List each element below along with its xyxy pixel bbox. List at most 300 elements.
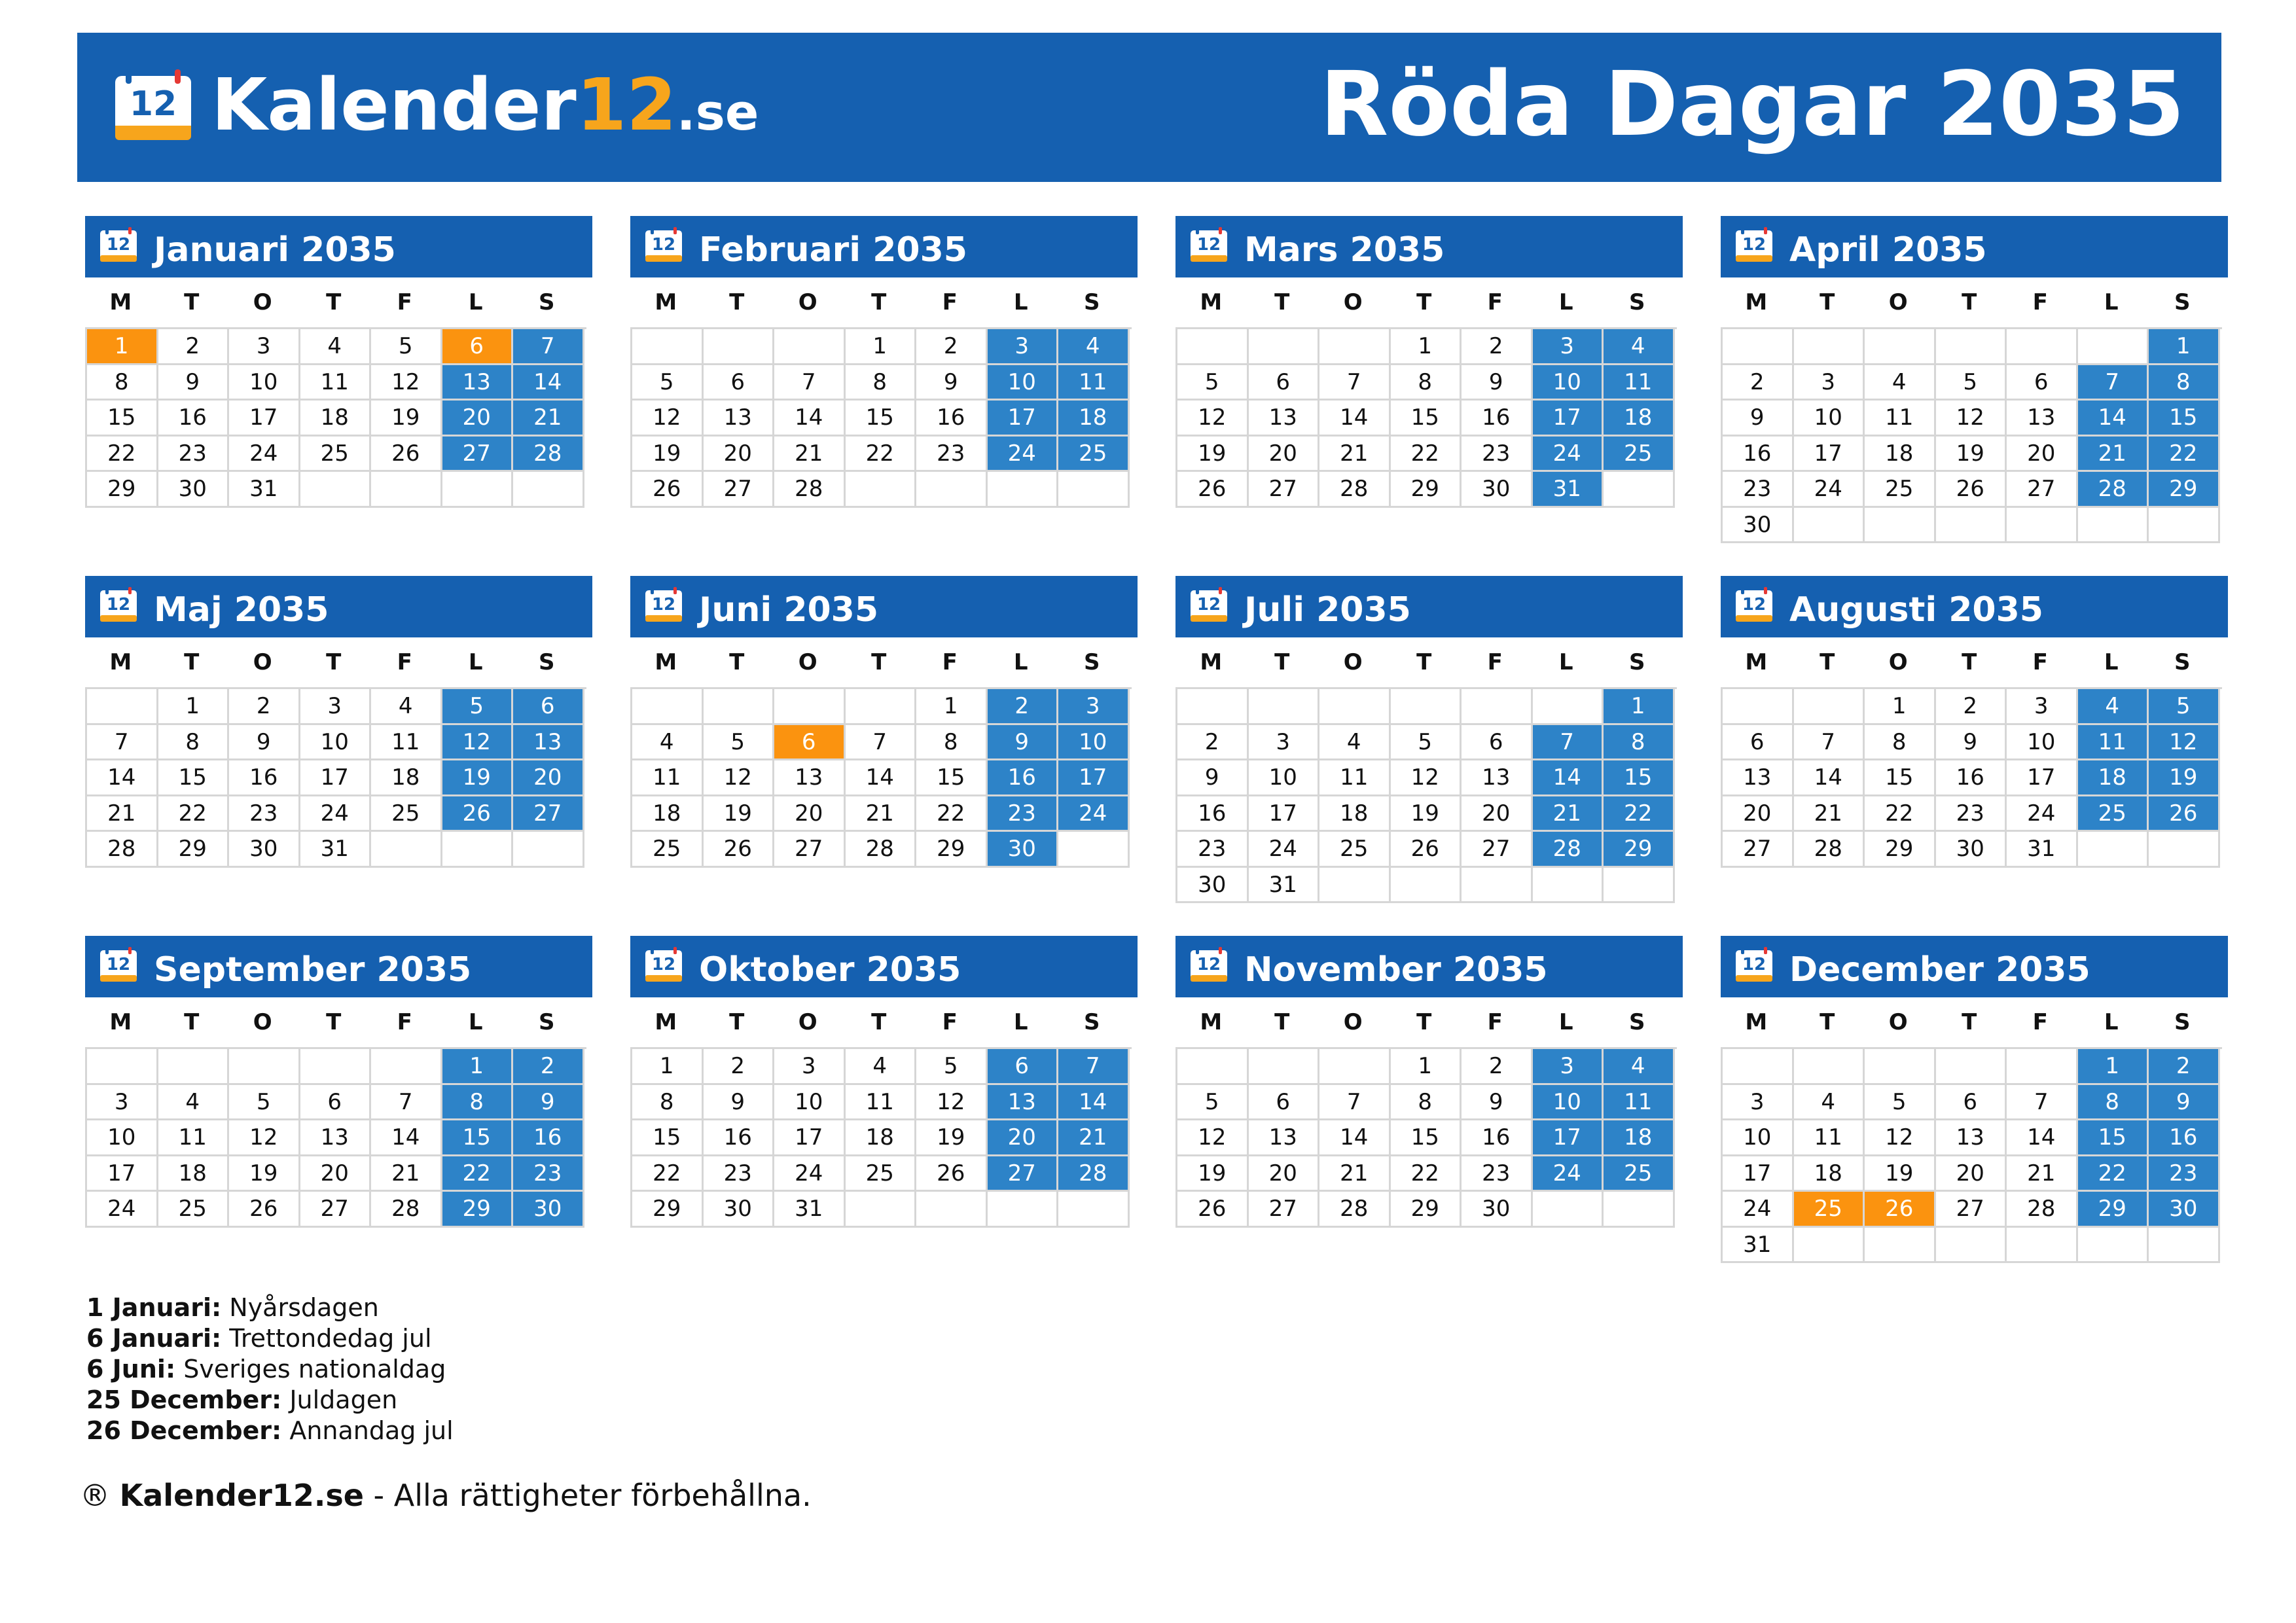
day-cell[interactable]: 23 [1936,796,2007,832]
day-cell[interactable]: 3 [1794,365,1865,401]
day-cell[interactable]: 7 [87,725,158,761]
weekend-day-cell[interactable]: 8 [2149,365,2220,401]
day-cell[interactable]: 18 [632,796,704,832]
day-cell[interactable]: 11 [158,1120,230,1156]
day-cell[interactable]: 23 [229,796,300,832]
day-cell[interactable]: 12 [229,1120,300,1156]
day-cell[interactable]: 28 [87,832,158,868]
day-cell[interactable]: 24 [1794,472,1865,508]
day-cell[interactable]: 1 [1391,329,1462,365]
day-cell[interactable]: 19 [1177,437,1249,473]
day-cell[interactable]: 5 [1936,365,2007,401]
day-cell[interactable]: 19 [1865,1156,1936,1192]
weekend-day-cell[interactable]: 20 [513,760,584,796]
day-cell[interactable]: 14 [774,401,846,437]
day-cell[interactable]: 9 [229,725,300,761]
weekend-day-cell[interactable]: 11 [2078,725,2149,761]
day-cell[interactable]: 28 [1319,1192,1391,1228]
day-cell[interactable]: 23 [1723,472,1794,508]
day-cell[interactable]: 5 [1865,1085,1936,1121]
day-cell[interactable]: 21 [846,796,917,832]
weekend-day-cell[interactable]: 21 [1058,1120,1130,1156]
day-cell[interactable]: 1 [1865,689,1936,725]
weekend-day-cell[interactable]: 17 [1533,1120,1604,1156]
day-cell[interactable]: 17 [1723,1156,1794,1192]
day-cell[interactable]: 30 [1177,868,1249,904]
day-cell[interactable]: 20 [2007,437,2078,473]
weekend-day-cell[interactable]: 14 [1058,1085,1130,1121]
day-cell[interactable]: 16 [158,401,230,437]
day-cell[interactable]: 3 [87,1085,158,1121]
day-cell[interactable]: 9 [1936,725,2007,761]
day-cell[interactable]: 17 [774,1120,846,1156]
day-cell[interactable]: 2 [704,1049,775,1085]
weekend-day-cell[interactable]: 21 [1533,796,1604,832]
day-cell[interactable]: 4 [846,1049,917,1085]
day-cell[interactable]: 26 [632,472,704,508]
weekend-day-cell[interactable]: 4 [1604,1049,1675,1085]
weekend-day-cell[interactable]: 18 [2078,760,2149,796]
day-cell[interactable]: 31 [2007,832,2078,868]
day-cell[interactable]: 26 [371,437,442,473]
weekend-day-cell[interactable]: 1 [2078,1049,2149,1085]
weekend-day-cell[interactable]: 28 [513,437,584,473]
day-cell[interactable]: 30 [1462,1192,1533,1228]
day-cell[interactable]: 2 [916,329,988,365]
weekend-day-cell[interactable]: 21 [513,401,584,437]
day-cell[interactable]: 26 [1177,1192,1249,1228]
day-cell[interactable]: 18 [1319,796,1391,832]
weekend-day-cell[interactable]: 13 [513,725,584,761]
day-cell[interactable]: 6 [1723,725,1794,761]
day-cell[interactable]: 9 [1462,1085,1533,1121]
weekend-day-cell[interactable]: 10 [1533,365,1604,401]
day-cell[interactable]: 27 [2007,472,2078,508]
weekend-day-cell[interactable]: 16 [988,760,1059,796]
weekend-day-cell[interactable]: 20 [442,401,514,437]
day-cell[interactable]: 18 [371,760,442,796]
day-cell[interactable]: 24 [1723,1192,1794,1228]
day-cell[interactable]: 29 [1391,472,1462,508]
weekend-day-cell[interactable]: 13 [988,1085,1059,1121]
day-cell[interactable]: 13 [300,1120,372,1156]
day-cell[interactable]: 4 [632,725,704,761]
day-cell[interactable]: 10 [1794,401,1865,437]
day-cell[interactable]: 29 [1865,832,1936,868]
weekend-day-cell[interactable]: 25 [1604,437,1675,473]
day-cell[interactable]: 4 [1865,365,1936,401]
day-cell[interactable]: 10 [300,725,372,761]
weekend-day-cell[interactable]: 7 [1533,725,1604,761]
day-cell[interactable]: 26 [704,832,775,868]
weekend-day-cell[interactable]: 8 [442,1085,514,1121]
weekend-day-cell[interactable]: 26 [442,796,514,832]
day-cell[interactable]: 31 [300,832,372,868]
day-cell[interactable]: 31 [774,1192,846,1228]
day-cell[interactable]: 5 [1177,365,1249,401]
day-cell[interactable]: 11 [846,1085,917,1121]
day-cell[interactable]: 22 [1391,1156,1462,1192]
day-cell[interactable]: 8 [846,365,917,401]
weekend-day-cell[interactable]: 3 [1058,689,1130,725]
weekend-day-cell[interactable]: 27 [513,796,584,832]
day-cell[interactable]: 24 [300,796,372,832]
day-cell[interactable]: 12 [1177,1120,1249,1156]
weekend-day-cell[interactable]: 28 [1058,1156,1130,1192]
day-cell[interactable]: 15 [87,401,158,437]
weekend-day-cell[interactable]: 11 [1604,365,1675,401]
day-cell[interactable]: 25 [371,796,442,832]
day-cell[interactable]: 27 [1249,472,1320,508]
day-cell[interactable]: 12 [1936,401,2007,437]
day-cell[interactable]: 16 [1462,401,1533,437]
weekend-day-cell[interactable]: 15 [442,1120,514,1156]
weekend-day-cell[interactable]: 29 [2149,472,2220,508]
weekend-day-cell[interactable]: 31 [1533,472,1604,508]
day-cell[interactable]: 21 [1319,437,1391,473]
day-cell[interactable]: 27 [300,1192,372,1228]
day-cell[interactable]: 29 [1391,1192,1462,1228]
weekend-day-cell[interactable]: 14 [1533,760,1604,796]
day-cell[interactable]: 28 [1794,832,1865,868]
day-cell[interactable]: 17 [300,760,372,796]
day-cell[interactable]: 19 [229,1156,300,1192]
day-cell[interactable]: 14 [371,1120,442,1156]
day-cell[interactable]: 19 [371,401,442,437]
day-cell[interactable]: 6 [704,365,775,401]
day-cell[interactable]: 3 [1723,1085,1794,1121]
weekend-day-cell[interactable]: 5 [442,689,514,725]
day-cell[interactable]: 31 [229,472,300,508]
day-cell[interactable]: 10 [87,1120,158,1156]
day-cell[interactable]: 16 [1936,760,2007,796]
day-cell[interactable]: 29 [87,472,158,508]
day-cell[interactable]: 10 [1723,1120,1794,1156]
day-cell[interactable]: 18 [158,1156,230,1192]
weekend-day-cell[interactable]: 22 [2149,437,2220,473]
weekend-day-cell[interactable]: 15 [1604,760,1675,796]
weekend-day-cell[interactable]: 3 [988,329,1059,365]
weekend-day-cell[interactable]: 3 [1533,1049,1604,1085]
day-cell[interactable]: 22 [87,437,158,473]
day-cell[interactable]: 3 [1249,725,1320,761]
weekend-day-cell[interactable]: 24 [988,437,1059,473]
day-cell[interactable]: 4 [158,1085,230,1121]
weekend-day-cell[interactable]: 21 [2078,437,2149,473]
weekend-day-cell[interactable]: 29 [442,1192,514,1228]
day-cell[interactable]: 2 [1936,689,2007,725]
weekend-day-cell[interactable]: 28 [1533,832,1604,868]
day-cell[interactable]: 9 [1177,760,1249,796]
day-cell[interactable]: 1 [846,329,917,365]
day-cell[interactable]: 5 [632,365,704,401]
weekend-day-cell[interactable]: 30 [2149,1192,2220,1228]
day-cell[interactable]: 25 [300,437,372,473]
holiday-day-cell[interactable]: 26 [1865,1192,1936,1228]
day-cell[interactable]: 25 [632,832,704,868]
day-cell[interactable]: 28 [1319,472,1391,508]
weekend-day-cell[interactable]: 10 [1533,1085,1604,1121]
day-cell[interactable]: 2 [158,329,230,365]
day-cell[interactable]: 22 [1865,796,1936,832]
day-cell[interactable]: 30 [1936,832,2007,868]
weekend-day-cell[interactable]: 14 [513,365,584,401]
weekend-day-cell[interactable]: 19 [2149,760,2220,796]
day-cell[interactable]: 12 [371,365,442,401]
day-cell[interactable]: 13 [1249,401,1320,437]
day-cell[interactable]: 21 [2007,1156,2078,1192]
day-cell[interactable]: 1 [158,689,230,725]
day-cell[interactable]: 25 [1319,832,1391,868]
weekend-day-cell[interactable]: 4 [1058,329,1130,365]
day-cell[interactable]: 14 [1319,401,1391,437]
day-cell[interactable]: 4 [371,689,442,725]
day-cell[interactable]: 22 [1391,437,1462,473]
weekend-day-cell[interactable]: 20 [988,1120,1059,1156]
weekend-day-cell[interactable]: 24 [1533,1156,1604,1192]
day-cell[interactable]: 7 [774,365,846,401]
day-cell[interactable]: 15 [1391,1120,1462,1156]
day-cell[interactable]: 20 [1936,1156,2007,1192]
day-cell[interactable]: 31 [1723,1228,1794,1264]
day-cell[interactable]: 5 [1391,725,1462,761]
day-cell[interactable]: 23 [1462,1156,1533,1192]
weekend-day-cell[interactable]: 7 [513,329,584,365]
day-cell[interactable]: 20 [300,1156,372,1192]
weekend-day-cell[interactable]: 23 [2149,1156,2220,1192]
day-cell[interactable]: 22 [846,437,917,473]
holiday-day-cell[interactable]: 6 [774,725,846,761]
day-cell[interactable]: 6 [1249,365,1320,401]
day-cell[interactable]: 10 [2007,725,2078,761]
weekend-day-cell[interactable]: 2 [2149,1049,2220,1085]
day-cell[interactable]: 14 [1319,1120,1391,1156]
weekend-day-cell[interactable]: 8 [2078,1085,2149,1121]
day-cell[interactable]: 26 [1391,832,1462,868]
day-cell[interactable]: 6 [1249,1085,1320,1121]
day-cell[interactable]: 26 [916,1156,988,1192]
weekend-day-cell[interactable]: 9 [513,1085,584,1121]
day-cell[interactable]: 5 [229,1085,300,1121]
weekend-day-cell[interactable]: 17 [1533,401,1604,437]
day-cell[interactable]: 30 [1462,472,1533,508]
day-cell[interactable]: 20 [1249,1156,1320,1192]
day-cell[interactable]: 13 [1723,760,1794,796]
day-cell[interactable]: 8 [1391,365,1462,401]
day-cell[interactable]: 14 [2007,1120,2078,1156]
day-cell[interactable]: 18 [846,1120,917,1156]
day-cell[interactable]: 21 [1319,1156,1391,1192]
weekend-day-cell[interactable]: 18 [1604,401,1675,437]
day-cell[interactable]: 6 [300,1085,372,1121]
weekend-day-cell[interactable]: 22 [442,1156,514,1192]
day-cell[interactable]: 11 [371,725,442,761]
day-cell[interactable]: 3 [229,329,300,365]
day-cell[interactable]: 2 [1462,329,1533,365]
weekend-day-cell[interactable]: 16 [513,1120,584,1156]
weekend-day-cell[interactable]: 18 [1604,1120,1675,1156]
day-cell[interactable]: 4 [1794,1085,1865,1121]
weekend-day-cell[interactable]: 30 [513,1192,584,1228]
weekend-day-cell[interactable]: 1 [442,1049,514,1085]
weekend-day-cell[interactable]: 25 [1058,437,1130,473]
day-cell[interactable]: 1 [916,689,988,725]
weekend-day-cell[interactable]: 4 [1604,329,1675,365]
day-cell[interactable]: 9 [704,1085,775,1121]
day-cell[interactable]: 15 [632,1120,704,1156]
day-cell[interactable]: 7 [846,725,917,761]
day-cell[interactable]: 31 [1249,868,1320,904]
day-cell[interactable]: 16 [1723,437,1794,473]
day-cell[interactable]: 24 [229,437,300,473]
day-cell[interactable]: 11 [632,760,704,796]
day-cell[interactable]: 16 [916,401,988,437]
day-cell[interactable]: 19 [704,796,775,832]
weekend-day-cell[interactable]: 12 [2149,725,2220,761]
weekend-day-cell[interactable]: 23 [988,796,1059,832]
weekend-day-cell[interactable]: 3 [1533,329,1604,365]
day-cell[interactable]: 13 [704,401,775,437]
day-cell[interactable]: 8 [1391,1085,1462,1121]
day-cell[interactable]: 7 [1794,725,1865,761]
weekend-day-cell[interactable]: 19 [442,760,514,796]
weekend-day-cell[interactable]: 17 [988,401,1059,437]
day-cell[interactable]: 24 [774,1156,846,1192]
day-cell[interactable]: 30 [704,1192,775,1228]
day-cell[interactable]: 27 [1723,832,1794,868]
weekend-day-cell[interactable]: 2 [988,689,1059,725]
day-cell[interactable]: 12 [1391,760,1462,796]
weekend-day-cell[interactable]: 16 [2149,1120,2220,1156]
weekend-day-cell[interactable]: 7 [2078,365,2149,401]
weekend-day-cell[interactable]: 22 [2078,1156,2149,1192]
weekend-day-cell[interactable]: 23 [513,1156,584,1192]
holiday-day-cell[interactable]: 25 [1794,1192,1865,1228]
day-cell[interactable]: 10 [774,1085,846,1121]
day-cell[interactable]: 21 [774,437,846,473]
day-cell[interactable]: 8 [916,725,988,761]
day-cell[interactable]: 10 [229,365,300,401]
day-cell[interactable]: 4 [1319,725,1391,761]
day-cell[interactable]: 8 [158,725,230,761]
day-cell[interactable]: 11 [1794,1120,1865,1156]
day-cell[interactable]: 19 [1936,437,2007,473]
day-cell[interactable]: 19 [916,1120,988,1156]
weekend-day-cell[interactable]: 24 [1533,437,1604,473]
weekend-day-cell[interactable]: 4 [2078,689,2149,725]
weekend-day-cell[interactable]: 26 [2149,796,2220,832]
day-cell[interactable]: 10 [1249,760,1320,796]
day-cell[interactable]: 2 [1462,1049,1533,1085]
day-cell[interactable]: 29 [916,832,988,868]
day-cell[interactable]: 25 [846,1156,917,1192]
day-cell[interactable]: 24 [87,1192,158,1228]
day-cell[interactable]: 30 [158,472,230,508]
day-cell[interactable]: 28 [2007,1192,2078,1228]
day-cell[interactable]: 24 [2007,796,2078,832]
day-cell[interactable]: 16 [1177,796,1249,832]
day-cell[interactable]: 20 [1462,796,1533,832]
day-cell[interactable]: 3 [774,1049,846,1085]
weekend-day-cell[interactable]: 8 [1604,725,1675,761]
day-cell[interactable]: 14 [846,760,917,796]
day-cell[interactable]: 15 [846,401,917,437]
day-cell[interactable]: 8 [632,1085,704,1121]
day-cell[interactable]: 17 [1249,796,1320,832]
weekend-day-cell[interactable]: 24 [1058,796,1130,832]
day-cell[interactable]: 13 [1249,1120,1320,1156]
day-cell[interactable]: 20 [1723,796,1794,832]
holiday-day-cell[interactable]: 1 [87,329,158,365]
weekend-day-cell[interactable]: 7 [1058,1049,1130,1085]
day-cell[interactable]: 22 [916,796,988,832]
weekend-day-cell[interactable]: 15 [2149,401,2220,437]
day-cell[interactable]: 17 [1794,437,1865,473]
day-cell[interactable]: 22 [158,796,230,832]
day-cell[interactable]: 22 [632,1156,704,1192]
day-cell[interactable]: 13 [1462,760,1533,796]
day-cell[interactable]: 12 [1865,1120,1936,1156]
day-cell[interactable]: 17 [229,401,300,437]
holiday-day-cell[interactable]: 6 [442,329,514,365]
day-cell[interactable]: 29 [158,832,230,868]
day-cell[interactable]: 8 [87,365,158,401]
day-cell[interactable]: 26 [229,1192,300,1228]
weekend-day-cell[interactable]: 25 [1604,1156,1675,1192]
day-cell[interactable]: 26 [1177,472,1249,508]
day-cell[interactable]: 15 [916,760,988,796]
day-cell[interactable]: 25 [1865,472,1936,508]
weekend-day-cell[interactable]: 6 [513,689,584,725]
day-cell[interactable]: 19 [1177,1156,1249,1192]
day-cell[interactable]: 28 [371,1192,442,1228]
footer-site-link[interactable]: Kalender12.se [119,1478,364,1513]
day-cell[interactable]: 15 [1865,760,1936,796]
weekend-day-cell[interactable]: 5 [2149,689,2220,725]
weekend-day-cell[interactable]: 30 [988,832,1059,868]
weekend-day-cell[interactable]: 28 [2078,472,2149,508]
day-cell[interactable]: 6 [2007,365,2078,401]
day-cell[interactable]: 19 [632,437,704,473]
day-cell[interactable]: 7 [2007,1085,2078,1121]
day-cell[interactable]: 12 [632,401,704,437]
weekend-day-cell[interactable]: 22 [1604,796,1675,832]
day-cell[interactable]: 18 [300,401,372,437]
day-cell[interactable]: 23 [1177,832,1249,868]
weekend-day-cell[interactable]: 9 [2149,1085,2220,1121]
day-cell[interactable]: 28 [846,832,917,868]
day-cell[interactable]: 13 [774,760,846,796]
day-cell[interactable]: 9 [1462,365,1533,401]
day-cell[interactable]: 20 [1249,437,1320,473]
day-cell[interactable]: 11 [300,365,372,401]
day-cell[interactable]: 27 [1936,1192,2007,1228]
day-cell[interactable]: 24 [1249,832,1320,868]
weekend-day-cell[interactable]: 15 [2078,1120,2149,1156]
day-cell[interactable]: 27 [774,832,846,868]
day-cell[interactable]: 23 [158,437,230,473]
weekend-day-cell[interactable]: 29 [2078,1192,2149,1228]
weekend-day-cell[interactable]: 9 [988,725,1059,761]
day-cell[interactable]: 27 [1462,832,1533,868]
day-cell[interactable]: 7 [371,1085,442,1121]
day-cell[interactable]: 9 [158,365,230,401]
day-cell[interactable]: 17 [87,1156,158,1192]
weekend-day-cell[interactable]: 27 [988,1156,1059,1192]
day-cell[interactable]: 20 [704,437,775,473]
day-cell[interactable]: 25 [158,1192,230,1228]
weekend-day-cell[interactable]: 11 [1058,365,1130,401]
